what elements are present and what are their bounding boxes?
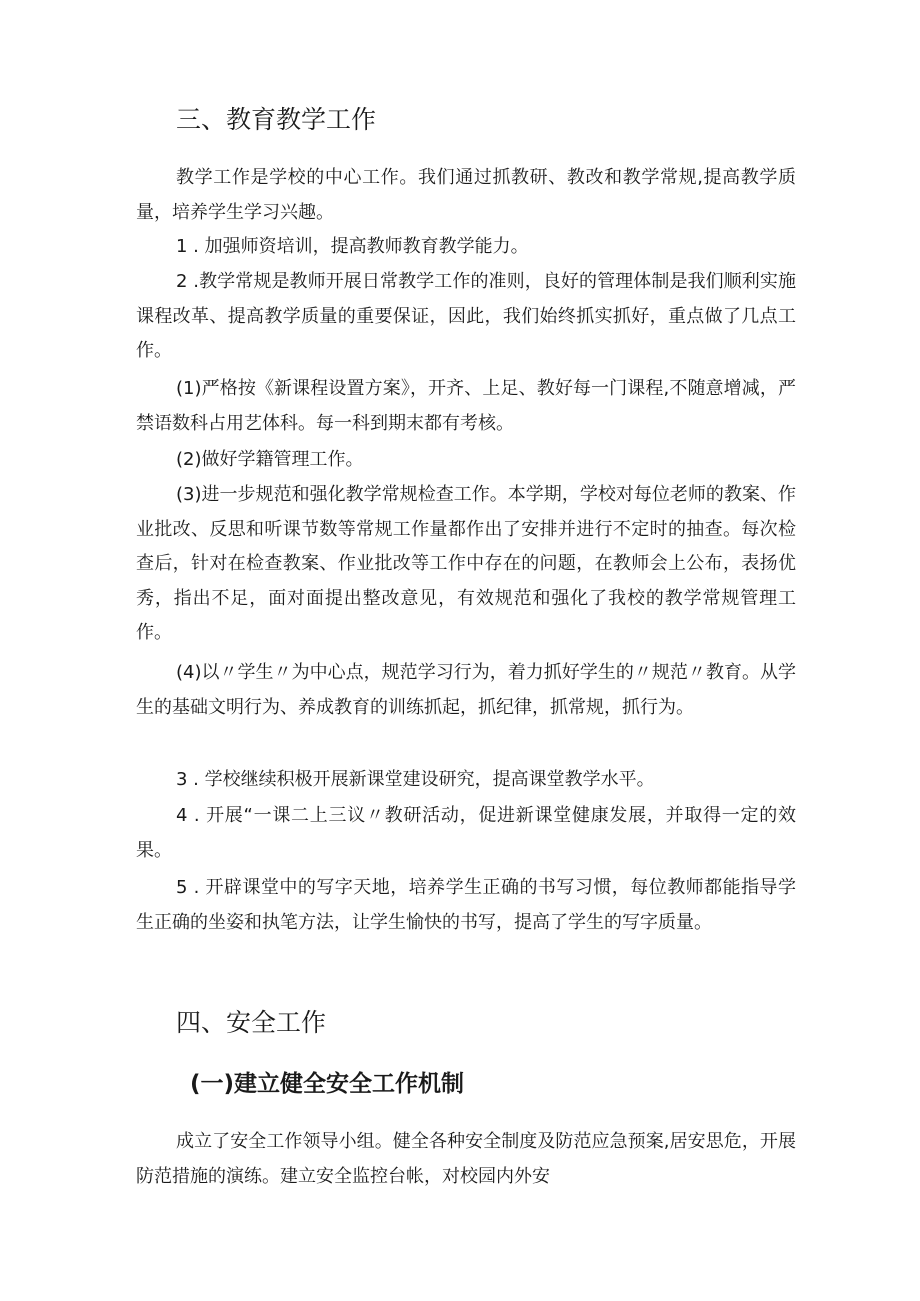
- section-4-heading: 四、安全工作: [176, 1008, 327, 1037]
- paragraph-safety: 成立了安全工作领导小组。健全各种安全制度及防范应急预案,居安思危，开展防范措施的演练。建立安全监控台帐，对校园内外安: [136, 1131, 796, 1187]
- paragraph-intro: 教学工作是学校的中心工作。我们通过抓教研、教改和教学常规,提高教学质量，培养学生学习兴趣。: [136, 167, 796, 223]
- section-3-heading: 三、教育教学工作: [176, 105, 377, 134]
- paragraph-sub-3: (3)进一步规范和强化教学常规检查工作。本学期，学校对每位老师的教案、作业批改、反思和听课节数等常规工作量都作出了安排并进行不定时的抽查。每次检查后，针对在检查教案、作业批改等工作中存在的问题，在教师会上公布，表扬优秀，指出不足，面对面提出整改意见，有效规范和强化了我校的教学常规管理工作。: [136, 484, 796, 644]
- paragraph-sub-4: (4)以〃学生〃为中心点，规范学习行为，着力抓好学生的〃规范〃教育。从学生的基础文明行为、养成教育的训练抓起，抓纪律，抓常规，抓行为。: [136, 662, 796, 718]
- section-4-subheading: (一)建立健全安全工作机制: [190, 1071, 465, 1097]
- paragraph-item-2: 2 .教学常规是教师开展日常教学工作的准则，良好的管理体制是我们顺利实施课程改革、提高教学质量的重要保证，因此，我们始终抓实抓好，重点做了几点工作。: [136, 271, 796, 362]
- paragraph-item-5: 5 . 开辟课堂中的写字天地，培养学生正确的书写习惯，每位教师都能指导学生正确的坐姿和执笔方法，让学生愉快的书写，提高了学生的写字质量。: [136, 877, 796, 933]
- paragraph-sub-1: (1)严格按《新课程设置方案》，开齐、上足、教好每一门课程,不随意增减，严禁语数科占用艺体科。每一科到期末都有考核。: [136, 378, 796, 434]
- paragraph-sub-2: (2)做好学籍管理工作。: [176, 449, 364, 470]
- paragraph-item-4: 4 . 开展“一课二上三议〃教研活动，促进新课堂健康发展，并取得一定的效果。: [136, 805, 796, 861]
- paragraph-item-1: 1 . 加强师资培训，提高教师教育教学能力。: [176, 236, 529, 257]
- paragraph-item-3: 3 . 学校继续积极开展新课堂建设研究，提高课堂教学水平。: [176, 769, 655, 790]
